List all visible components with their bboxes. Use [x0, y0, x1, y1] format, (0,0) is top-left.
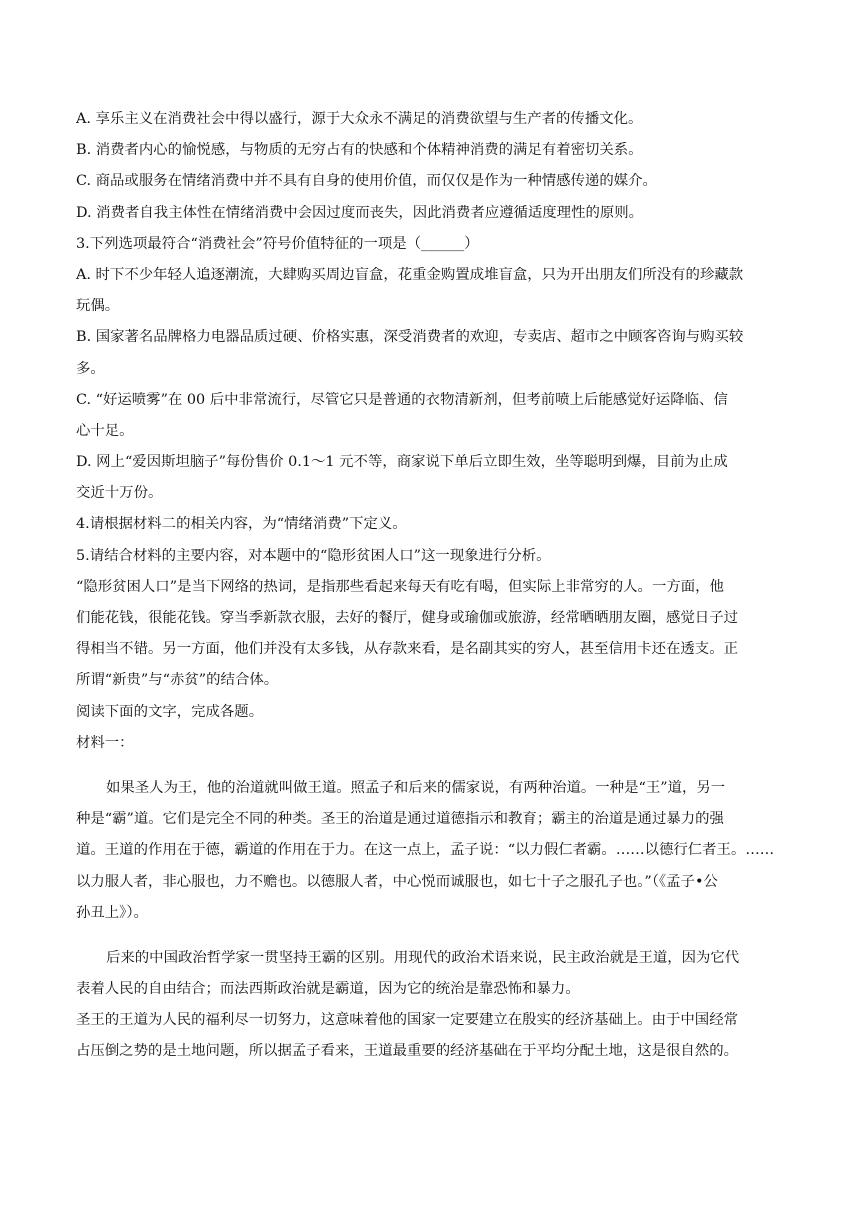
q3-option-c-line-2: 心十足。 [76, 422, 134, 439]
q5-material-line-2: 们能花钱，很能花钱。穿当季新款衣服，去好的餐厅，健身或瑜伽或旅游，经常晒晒朋友圈，感觉日子过 [76, 610, 738, 626]
option-d-line: D. 消费者自我主体性在情绪消费中会因过度而丧失，因此消费者应遵循适度理性的原则。 [76, 204, 644, 221]
paragraph-gap [76, 929, 810, 943]
material-one-para-1-line-1: 如果圣人为王，他的治道就叫做王道。照孟子和后来的儒家说，有两种治道。一种是“王”道，另一 [106, 779, 726, 796]
option-b-line: B. 消费者内心的愉悦感，与物质的无穷占有的快感和个体精神消费的满足有着密切关系。 [76, 142, 643, 159]
question-4: 4.请根据材料二的相关内容，为“情绪消费”下定义。 [76, 516, 407, 533]
material-one-heading: 材料一： [76, 734, 134, 751]
q5-material-line-4: 所谓“新贵”与“赤贫”的结合体。 [76, 672, 279, 689]
material-one-para-1-line-3: 道。王道的作用在于德，霸道的作用在于力。在这一点上，孟子说：“以力假仁者霸。……以德行仁者王。…… [76, 842, 775, 859]
q3-option-d-line-1: D. 网上“爱因斯坦脑子”每份售价 0.1～1 元不等，商家说下单后立即生效，坐等聪明到爆，目前为止成 [76, 454, 728, 471]
reading-instruction: 阅读下面的文字，完成各题。 [76, 703, 264, 720]
q3-option-d-line-2: 交近十万份。 [76, 485, 163, 502]
material-one-para-3-line-1: 圣王的王道为人民的福利尽一切努力，这意味着他的国家一定要建立在殷实的经济基础上。由于中国经常 [76, 1012, 738, 1029]
q5-material-line-3: 得相当不错。另一方面，他们并没有太多钱，从存款来看，是名副其实的穷人，甚至信用卡还在透支。正 [76, 641, 738, 658]
q3-option-b-line-2: 多。 [76, 360, 105, 377]
question-5: 5.请结合材料的主要内容，对本题中的“隐形贫困人口”这一现象进行分析。 [76, 547, 551, 564]
q3-option-c-line-1: C. “好运喷雾”在 00 后中非常流行，尽管它只是普通的衣物清新剂，但考前喷上后能感觉好运降临、信 [76, 391, 728, 408]
material-one-para-1-line-5: 孙丑上》）。 [76, 904, 148, 921]
material-one-para-2-line-2: 表着人民的自由结合；而法西斯政治就是霸道，因为它的统治是靠恐怖和暴力。 [76, 981, 580, 998]
q3-option-b-line-1: B. 国家著名品牌格力电器品质过硬、价格实惠，深受消费者的欢迎，专卖店、超市之中顾客咨询与购买较 [76, 329, 744, 346]
q3-option-a-line-1: A. 时下不少年轻人追逐潮流，大肆购买周边盲盒，花重金购置成堆盲盒，只为开出朋友们所没有的珍藏款 [76, 266, 744, 283]
material-one-para-2-line-1: 后来的中国政治哲学家一贯坚持王霸的区别。用现代的政治术语来说，民主政治就是王道，因为它代 [106, 949, 740, 966]
material-one-para-1-line-4: 以力服人者，非心服也，力不赡也。以德服人者，中心悦而诚服也，如七十子之服孔子也。”（《孟子•公 [76, 873, 718, 890]
question-3: 3.下列选项最符合“消费社会”符号价值特征的一项是（______） [76, 235, 479, 252]
q5-material-line-1: “隐形贫困人口”是当下网络的热词，是指那些看起来每天有吃有喝，但实际上非常穷的人。一方面，他 [76, 578, 724, 595]
paragraph-gap [76, 759, 810, 773]
option-c-line: C. 商品或服务在情绪消费中并不具有自身的使用价值，而仅仅是作为一种情感传递的媒介。 [76, 173, 657, 190]
q3-option-a-line-2: 玩偶。 [76, 298, 120, 315]
option-a-line: A. 享乐主义在消费社会中得以盛行，源于大众永不满足的消费欲望与生产者的传播文化。 [76, 111, 643, 127]
material-one-para-3-line-2: 占压倒之势的是土地问题，所以据孟子看来，王道最重要的经济基础在于平均分配土地，这是很自然的。 [76, 1043, 738, 1060]
material-one-para-1-line-2: 种是“霸”道。它们是完全不同的种类。圣王的治道是通过道德指示和教育；霸主的治道是通过暴力的强 [76, 811, 724, 828]
